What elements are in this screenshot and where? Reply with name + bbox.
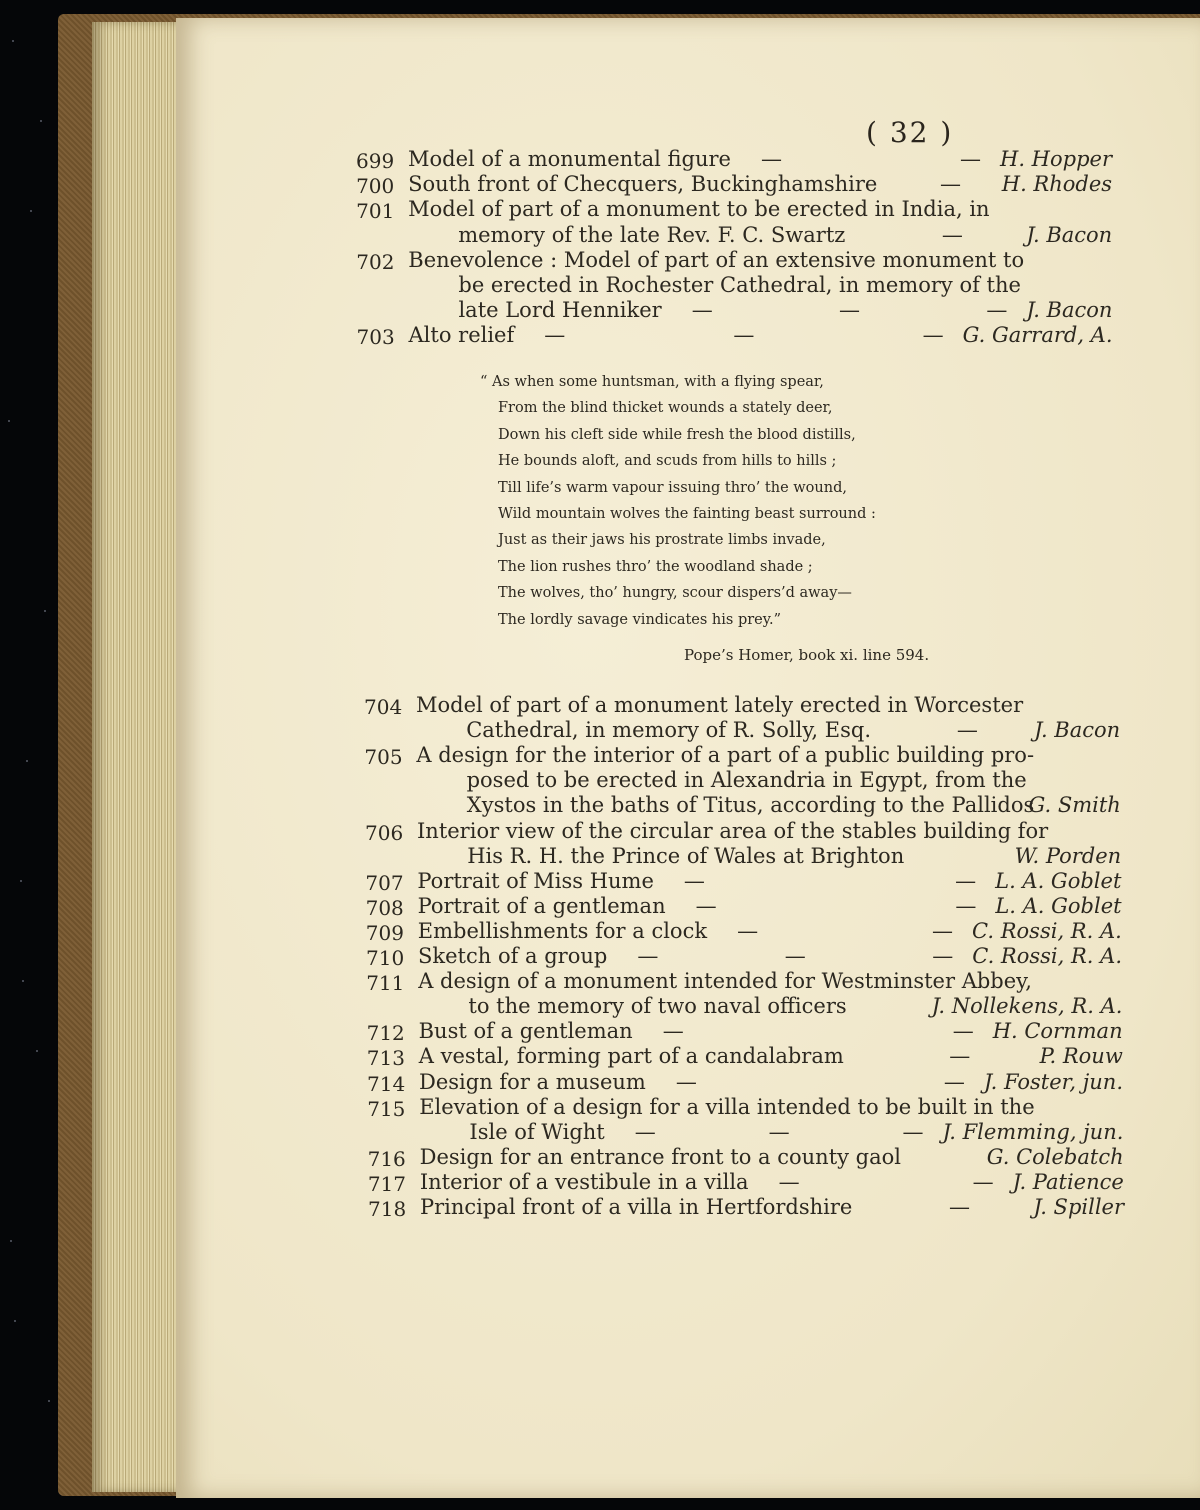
entry-title: Alto relief: [408, 323, 515, 348]
entry-title: South front of Checquers, Buckinghamshire: [408, 172, 878, 197]
leader-dash: —: [768, 1119, 790, 1144]
leader-dash: —: [902, 1119, 924, 1144]
entry-title: Xystos in the baths of Titus, according to the Pallidos: [466, 793, 1035, 818]
entry-title: Cathedral, in memory of R. Solly, Esq.: [466, 718, 871, 743]
artist-name: C. Rossi, R. A.: [972, 944, 1122, 968]
leader-dash: —: [662, 1019, 684, 1044]
catalogue-line: [365, 792, 1121, 818]
entry-title: be erected in Rochester Cathedral, in memory of the: [458, 273, 1021, 297]
entry-number: 708: [365, 895, 404, 920]
leader-dash: —: [695, 893, 717, 918]
entry-title: Bust of a gentleman: [418, 1019, 633, 1044]
entry-title: Elevation of a design for a villa intended to be built in the: [419, 1094, 1035, 1119]
leader-dash: —: [956, 718, 978, 743]
artist-name: G. Smith: [1028, 793, 1121, 818]
leader-dash: —: [986, 298, 1008, 323]
entry-number: 713: [366, 1046, 405, 1071]
leader-dash: —: [839, 298, 861, 323]
leader-dash: —: [972, 1169, 994, 1194]
entry-title: Model of part of a monument lately erected in Worcester: [416, 693, 1024, 717]
leader-dash: —: [634, 1119, 656, 1144]
entry-number: 702: [356, 249, 395, 274]
catalogue-line: [365, 843, 1121, 869]
leader-dash: —: [760, 147, 782, 171]
leader-dash: —: [955, 868, 977, 893]
catalogue-line: [367, 1069, 1123, 1095]
catalogue-line: [356, 297, 1112, 323]
leader-dash: —: [955, 893, 977, 918]
catalogue-line: [364, 692, 1120, 718]
entry-title: to the memory of two naval officers: [468, 994, 847, 1019]
background-speck: [12, 40, 14, 42]
catalogue-line: [367, 1119, 1123, 1145]
catalogue-line: [368, 1169, 1124, 1195]
background-speck: [48, 1400, 50, 1402]
catalogue-line: [356, 196, 1112, 222]
leader-dash: —: [778, 1169, 800, 1194]
entry-number: 699: [356, 149, 395, 173]
catalogue-line: [368, 1144, 1124, 1170]
artist-name: H. Rhodes: [1001, 172, 1113, 197]
catalogue-line: [366, 943, 1122, 969]
leader-dash: —: [932, 944, 954, 968]
artist-name: J. Bacon: [1026, 222, 1113, 247]
entry-number: 707: [365, 870, 404, 895]
catalogue-line: [366, 968, 1122, 994]
leader-dash: —: [960, 147, 982, 171]
poem-line: From the blind thicket wounds a stately deer,: [498, 400, 833, 417]
catalogue-line: [364, 742, 1120, 768]
entry-title: His R. H. the Prince of Wales at Brighton: [467, 843, 905, 868]
entry-title: Isle of Wight: [469, 1119, 605, 1144]
catalogue-line: [367, 1094, 1123, 1120]
entry-number: 711: [366, 971, 405, 996]
artist-name: J. Bacon: [1026, 298, 1113, 323]
page-edges: [92, 22, 180, 1492]
leader-dash: —: [683, 868, 705, 893]
leader-dash: —: [932, 918, 954, 943]
entry-title: Principal front of a villa in Hertfordshire: [420, 1195, 853, 1219]
catalogue-line: [356, 247, 1112, 273]
background-speck: [20, 880, 22, 882]
leader-dash: —: [922, 323, 944, 348]
leader-dash: —: [737, 918, 759, 943]
poem-line: Wild mountain wolves the fainting beast surround :: [498, 506, 876, 522]
background-speck: [26, 760, 28, 762]
poem-line: The wolves, tho’ hungry, scour dispers’d away—: [498, 585, 852, 602]
poem-line: “ As when some huntsman, with a flying spear,: [480, 374, 824, 390]
leader-dash: —: [675, 1069, 697, 1094]
leader-dash: —: [691, 298, 713, 323]
leader-dash: —: [941, 222, 963, 247]
entry-number: 704: [364, 695, 403, 719]
artist-name: P. Rouw: [1039, 1044, 1123, 1069]
entry-number: 715: [367, 1096, 406, 1121]
artist-name: J. Bacon: [1034, 718, 1121, 743]
background-speck: [22, 980, 24, 982]
catalogue-line: [356, 171, 1112, 197]
entry-title: Portrait of a gentleman: [417, 893, 666, 918]
artist-name: J. Foster, jun.: [983, 1069, 1123, 1094]
entry-number: 718: [368, 1197, 407, 1221]
artist-name: H. Cornman: [992, 1019, 1123, 1044]
entry-number: 709: [365, 920, 404, 945]
catalogue-line: [356, 272, 1112, 298]
leader-dash: —: [952, 1019, 974, 1044]
background-speck: [14, 1320, 16, 1322]
entry-title: Model of part of a monument to be erected in India, in: [408, 197, 990, 222]
entry-title: Portrait of Miss Hume: [417, 868, 654, 893]
leader-dash: —: [637, 944, 659, 968]
entry-number: 717: [367, 1171, 406, 1196]
catalogue-line: [365, 818, 1121, 844]
entry-title: Model of a monumental figure: [408, 147, 731, 171]
catalogue-line: [366, 918, 1122, 944]
entry-number: 712: [366, 1021, 405, 1046]
artist-name: J. Spiller: [1033, 1195, 1125, 1219]
entry-title: Sketch of a group: [418, 944, 608, 968]
catalogue-line: [366, 893, 1122, 919]
entry-title: late Lord Henniker: [458, 298, 662, 323]
leader-dash: —: [940, 172, 961, 197]
artist-name: C. Rossi, R. A.: [972, 918, 1122, 943]
entry-title: Benevolence : Model of part of an extensive monument to: [408, 247, 1025, 272]
catalogue-line: [365, 767, 1121, 793]
background-speck: [8, 420, 10, 422]
catalogue-line: [357, 322, 1113, 348]
leader-dash: —: [733, 323, 755, 348]
entry-title: Design for a museum: [419, 1069, 646, 1094]
leader-dash: —: [784, 944, 806, 968]
artist-name: G. Colebatch: [986, 1144, 1124, 1169]
poem-line: Till life’s warm vapour issuing thro’ the wound,: [498, 479, 847, 496]
leader-dash: —: [949, 1195, 970, 1219]
entry-title: memory of the late Rev. F. C. Swartz: [458, 222, 846, 247]
artist-name: J. Flemming, jun.: [942, 1119, 1124, 1144]
page-number: ( 32 ): [866, 116, 954, 149]
poem-line: The lordly savage vindicates his prey.”: [498, 611, 782, 628]
entry-number: 714: [367, 1071, 406, 1096]
entry-number: 700: [356, 174, 395, 199]
artist-name: J. Patience: [1012, 1169, 1124, 1194]
poem-citation: Pope’s Homer, book xi. line 594.: [684, 646, 930, 664]
artist-name: W. Porden: [1014, 843, 1122, 868]
artist-name: J. Nollekens, R. A.: [931, 994, 1123, 1019]
leader-dash: —: [949, 1044, 971, 1069]
catalogue-line: [366, 993, 1122, 1019]
leader-dash: —: [943, 1069, 965, 1094]
poem-line: The lion rushes thro’ the woodland shade ;: [498, 558, 813, 575]
catalogue-line: [367, 1018, 1123, 1044]
entry-title: A vestal, forming part of a candalabram: [418, 1044, 844, 1069]
artist-name: H. Hopper: [1000, 147, 1112, 171]
catalogue-line: [365, 868, 1121, 894]
entry-title: Embellishments for a clock: [417, 918, 708, 943]
poem-line: Just as their jaws his prostrate limbs invade,: [498, 532, 826, 549]
entry-title: posed to be erected in Alexandria in Egypt, from the: [466, 768, 1027, 793]
background-speck: [10, 1240, 12, 1242]
catalogue-line: [364, 717, 1120, 743]
artist-name: L. A. Goblet: [995, 868, 1122, 893]
catalogue-line: [368, 1194, 1124, 1220]
background-speck: [30, 210, 32, 212]
poem-line: Down his cleft side while fresh the blood distills,: [498, 426, 856, 443]
entry-title: A design for the interior of a part of a public building pro-: [416, 743, 1035, 768]
catalogue-line: [356, 146, 1112, 172]
poem-line: He bounds aloft, and scuds from hills to hills ;: [498, 453, 837, 470]
entry-number: 710: [366, 946, 405, 970]
catalogue-line: [367, 1043, 1123, 1069]
artist-name: G. Garrard, A.: [962, 323, 1113, 348]
background-speck: [44, 610, 46, 612]
entry-number: 705: [364, 745, 403, 770]
entry-title: Design for an entrance front to a county gaol: [419, 1144, 901, 1169]
entry-number: 706: [365, 820, 404, 845]
entry-title: A design of a monument intended for Westminster Abbey,: [418, 969, 1032, 994]
background-speck: [36, 1050, 38, 1052]
catalogue-line: [356, 222, 1112, 248]
entry-title: Interior of a vestibule in a villa: [419, 1169, 749, 1194]
entry-title: Interior view of the circular area of the stables building for: [417, 818, 1049, 843]
entry-number: 701: [356, 199, 395, 224]
artist-name: L. A. Goblet: [995, 893, 1122, 918]
leader-dash: —: [544, 323, 566, 348]
entry-number: 716: [367, 1146, 406, 1171]
entry-number: 703: [356, 325, 395, 350]
background-speck: [40, 120, 42, 122]
